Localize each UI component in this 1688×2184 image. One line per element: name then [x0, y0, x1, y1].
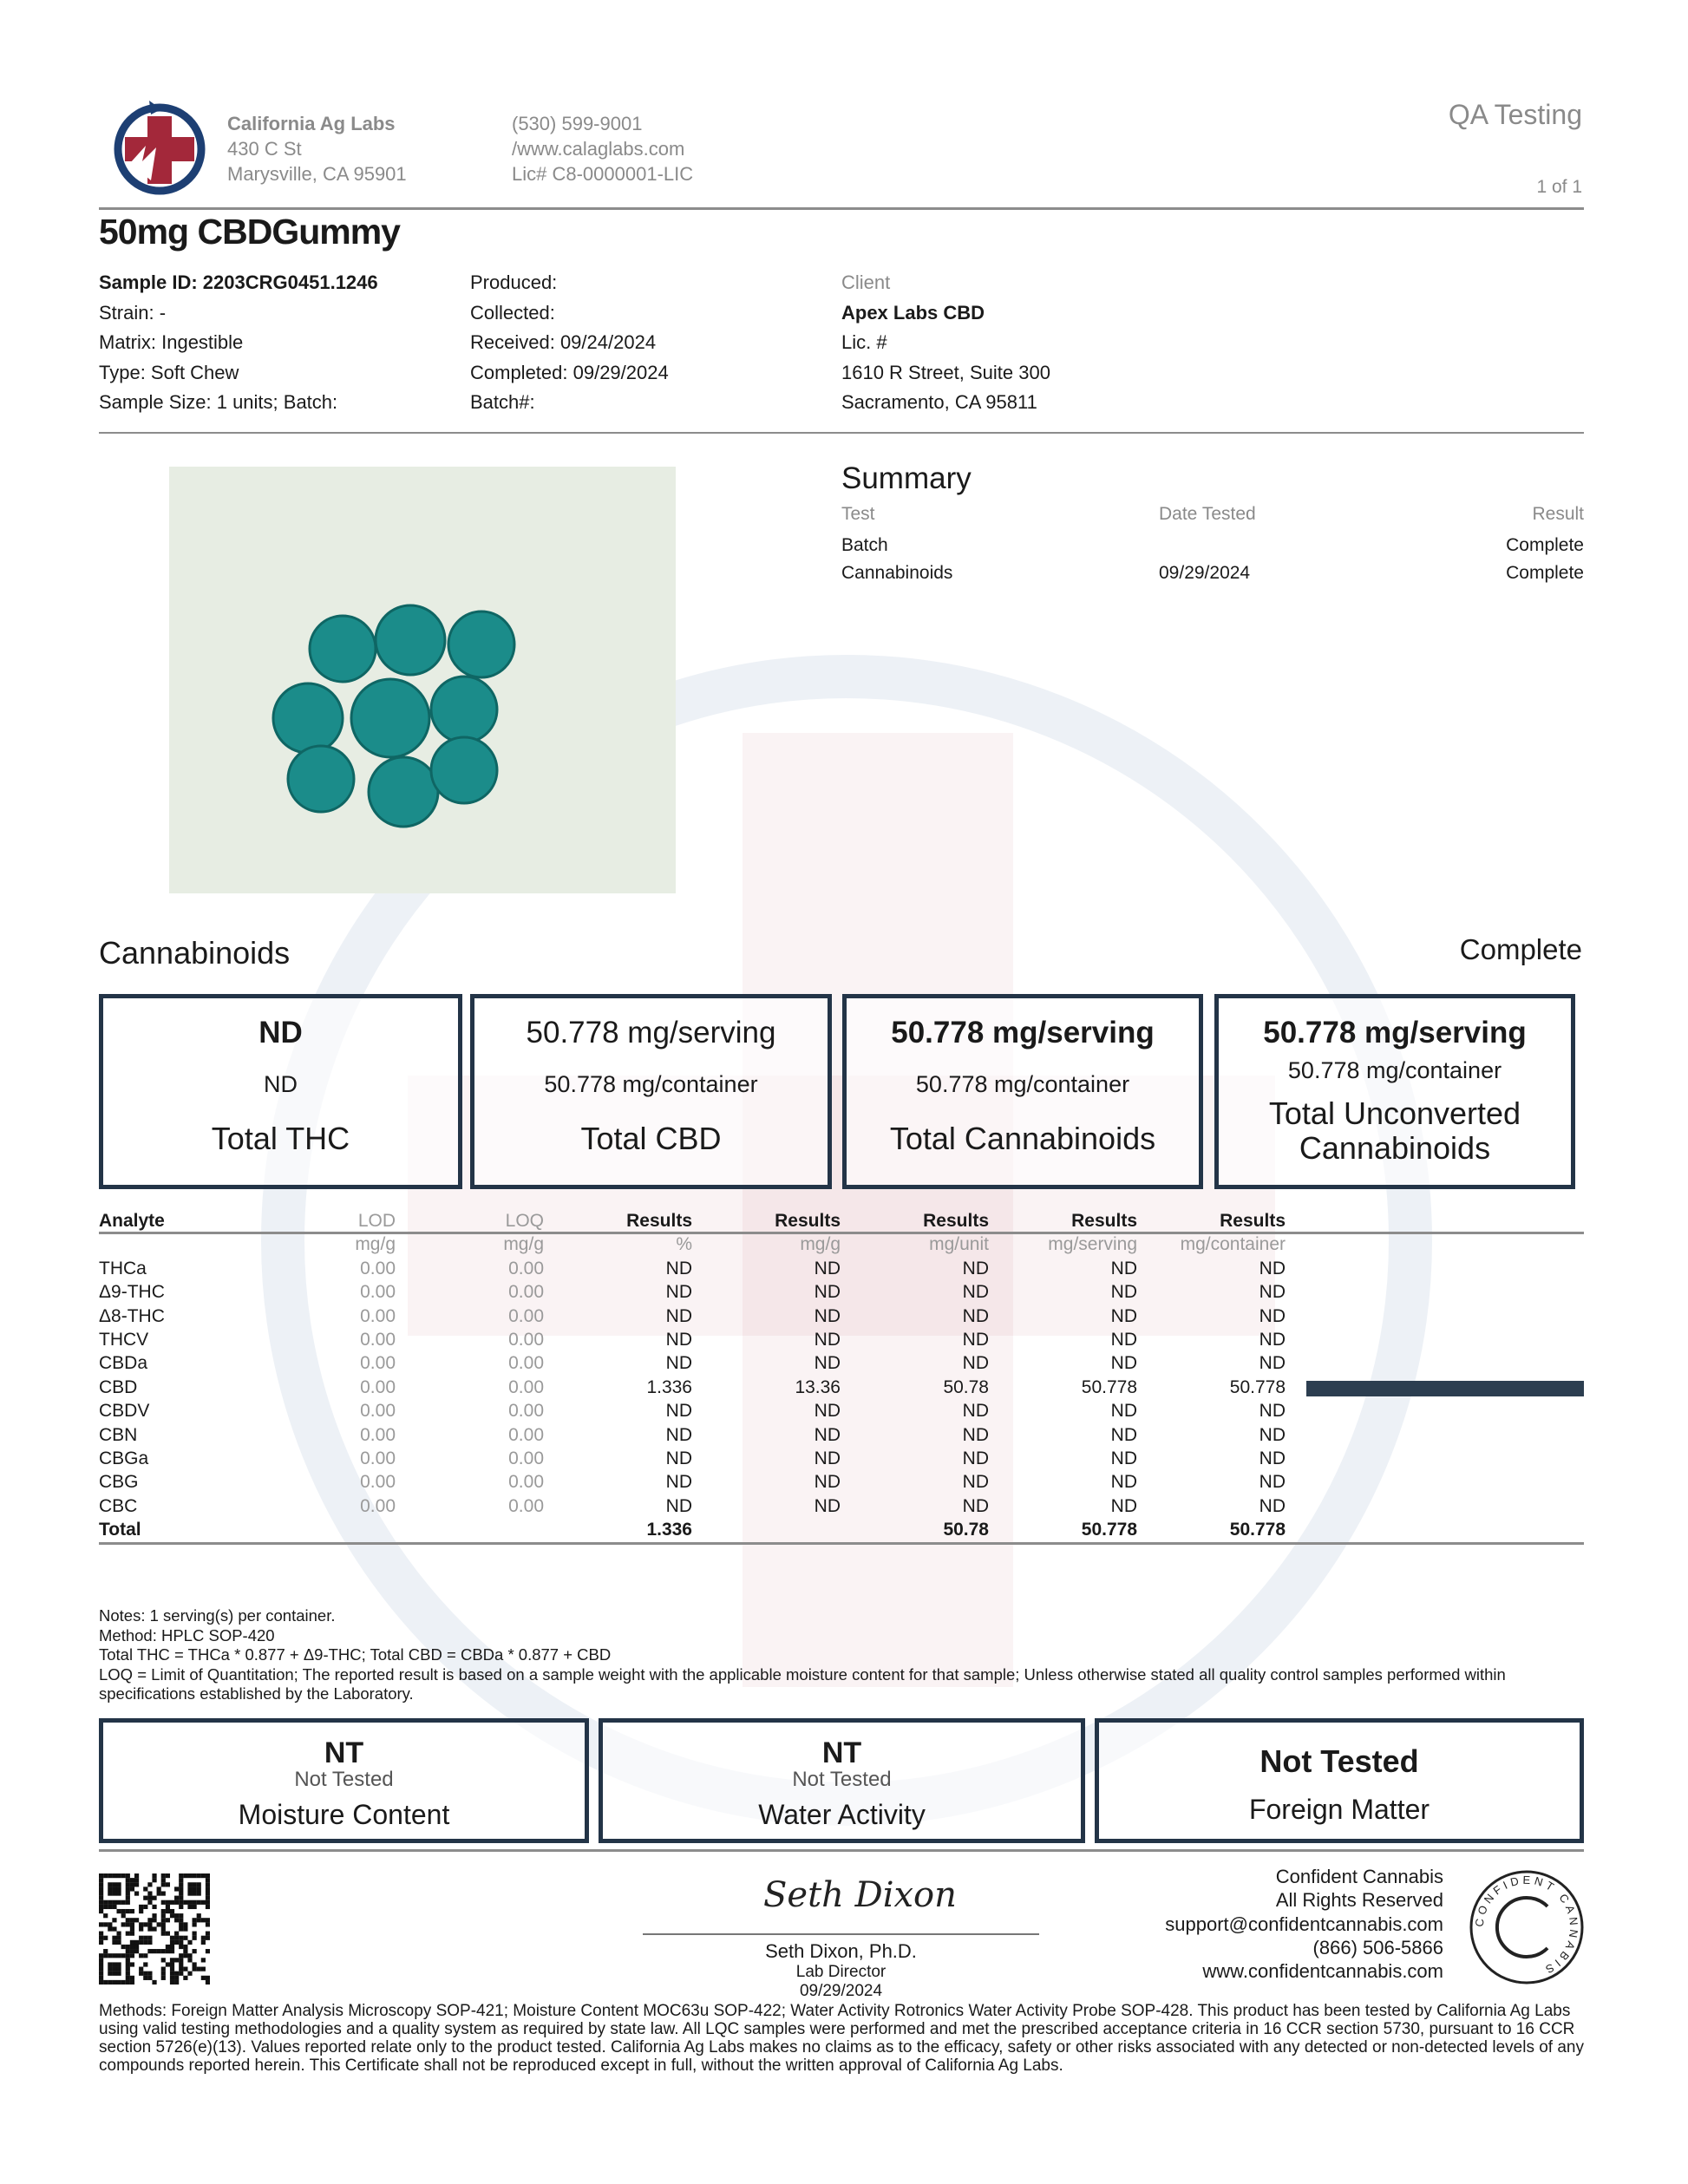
lab-license: Lic# C8-0000001-LIC	[512, 163, 694, 185]
table-cell: ND	[665, 1330, 692, 1350]
total-cell	[396, 1518, 544, 1541]
analyte-name: CBDV	[99, 1401, 150, 1422]
total-cell	[692, 1518, 841, 1541]
qr-code[interactable]	[99, 1873, 210, 1985]
table-cell: ND	[1259, 1353, 1286, 1374]
table-cell: ND	[814, 1495, 841, 1516]
table-cell: ND	[1110, 1353, 1137, 1374]
signature-date: 09/29/2024	[799, 1982, 883, 2000]
note-servings: Notes: 1 serving(s) per container.	[99, 1606, 336, 1625]
provider-name: Confident Cannabis	[1275, 1866, 1443, 1887]
table-cell: ND	[962, 1330, 989, 1350]
lab-logo	[111, 97, 208, 198]
cannabinoids-status: Complete	[1459, 933, 1582, 965]
client-street: 1610 R Street, Suite 300	[841, 361, 1050, 383]
card-subvalue: 50.778 mg/container	[544, 1071, 758, 1097]
table-cell: 0.00	[360, 1495, 396, 1516]
column-unit: mg/g	[355, 1234, 396, 1255]
card-subvalue: ND	[264, 1071, 298, 1097]
table-cell: ND	[1259, 1401, 1286, 1422]
summary-test: Batch	[841, 535, 888, 555]
total-cell	[247, 1518, 396, 1541]
table-cell: 0.00	[508, 1448, 544, 1469]
table-cell: ND	[1110, 1472, 1137, 1493]
notes	[99, 1606, 1591, 1704]
column-header: Results	[1220, 1211, 1286, 1231]
column-header: Analyte	[99, 1211, 165, 1231]
table-cell: ND	[1259, 1305, 1286, 1326]
table-cell: ND	[665, 1448, 692, 1469]
batch-number: Batch#:	[470, 391, 535, 413]
table-cell: 50.78	[943, 1376, 989, 1397]
sample-type: Type: Soft Chew	[99, 361, 239, 383]
table-cell: ND	[1259, 1282, 1286, 1303]
card-subvalue: Not Tested	[792, 1768, 892, 1791]
total-cell: 50.778	[1081, 1520, 1137, 1540]
card-value: NT	[821, 1736, 862, 1769]
table-cell: ND	[665, 1424, 692, 1445]
card-value: NT	[324, 1736, 364, 1769]
sample-size: Sample Size: 1 units; Batch:	[99, 391, 338, 413]
table-row	[99, 1257, 1286, 1280]
table-cell: ND	[962, 1495, 989, 1516]
table-cell: ND	[1110, 1258, 1137, 1278]
table-cell: ND	[665, 1305, 692, 1326]
summary-title: Summary	[841, 461, 972, 495]
table-cell: 50.778	[1081, 1376, 1137, 1397]
analyte-name: CBN	[99, 1424, 138, 1445]
column-unit	[99, 1233, 247, 1256]
signer-name: Seth Dixon, Ph.D.	[765, 1940, 917, 1962]
table-cell: 0.00	[360, 1305, 396, 1326]
table-cell: ND	[814, 1258, 841, 1278]
total-cell: 50.778	[1229, 1520, 1286, 1540]
table-row	[99, 1399, 1286, 1422]
signature-image: Seth Dixon	[763, 1875, 957, 1915]
card-total-cbd	[470, 994, 832, 1189]
card-value: 50.778 mg/serving	[526, 1016, 776, 1049]
table-cell: ND	[962, 1282, 989, 1303]
cbd-result-bar	[1306, 1381, 1584, 1396]
table-cell: ND	[814, 1424, 841, 1445]
table-cell: ND	[665, 1401, 692, 1422]
table-cell: 0.00	[508, 1472, 544, 1493]
table-cell: ND	[1110, 1282, 1137, 1303]
summary-header-result: Result	[1532, 504, 1584, 524]
sample-id: Sample ID: 2203CRG0451.1246	[99, 271, 378, 293]
table-header	[99, 1209, 1286, 1233]
column-unit: mg/g	[503, 1234, 544, 1255]
table-total-row	[99, 1518, 1286, 1541]
table-cell: ND	[962, 1258, 989, 1278]
received-date: Received: 09/24/2024	[470, 331, 657, 353]
svg-text:CONFIDENT CANNABIS: CONFIDENT CANNABIS	[1472, 1873, 1581, 1978]
column-header: LOD	[357, 1211, 396, 1231]
analyte-name: THCV	[99, 1330, 149, 1350]
table-cell: 0.00	[508, 1353, 544, 1374]
page-number: 1 of 1	[1536, 177, 1582, 197]
card-label: Total THC	[211, 1121, 350, 1156]
card-total-unconverted	[1214, 994, 1575, 1189]
table-cell: 0.00	[360, 1376, 396, 1397]
provider-phone: (866) 506-5866	[1312, 1936, 1443, 1958]
table-cell: 1.336	[646, 1376, 692, 1397]
table-cell: ND	[1259, 1448, 1286, 1469]
summary-header-date: Date Tested	[1159, 504, 1256, 524]
lab-website[interactable]: /www.calaglabs.com	[512, 138, 685, 160]
card-value: ND	[258, 1016, 303, 1049]
column-unit: mg/container	[1180, 1234, 1286, 1255]
table-cell: ND	[665, 1472, 692, 1493]
table-cell: ND	[665, 1258, 692, 1278]
divider	[99, 1849, 1584, 1852]
table-cell: 0.00	[508, 1424, 544, 1445]
column-header: Results	[923, 1211, 989, 1231]
table-cell: 0.00	[508, 1305, 544, 1326]
table-cell: ND	[814, 1353, 841, 1374]
table-cell: 0.00	[508, 1258, 544, 1278]
analyte-name: CBDa	[99, 1353, 148, 1374]
analyte-name: Δ9-THC	[99, 1282, 165, 1303]
table-row	[99, 1351, 1286, 1375]
summary-header-test: Test	[841, 504, 875, 524]
collected-date: Collected:	[470, 301, 555, 324]
total-cell: Total	[99, 1520, 141, 1540]
table-cell: ND	[1259, 1495, 1286, 1516]
table-cell: ND	[1110, 1424, 1137, 1445]
table-cell: ND	[962, 1353, 989, 1374]
analyte-name: CBD	[99, 1376, 138, 1397]
card-label: Water Activity	[758, 1799, 926, 1830]
table-cell: ND	[962, 1401, 989, 1422]
signer-title: Lab Director	[795, 1963, 887, 1981]
cannabinoids-title: Cannabinoids	[99, 935, 291, 971]
column-unit: mg/g	[800, 1234, 841, 1255]
cannabinoid-table	[99, 1209, 1286, 1542]
table-cell: 0.00	[360, 1258, 396, 1278]
table-cell: 0.00	[508, 1330, 544, 1350]
table-cell: 0.00	[360, 1330, 396, 1350]
column-header: Results	[1071, 1211, 1137, 1231]
table-cell: ND	[814, 1330, 841, 1350]
completed-date: Completed: 09/29/2024	[470, 361, 669, 383]
lab-address-line1: 430 C St	[227, 138, 302, 160]
table-cell: ND	[1110, 1330, 1137, 1350]
analyte-name: THCa	[99, 1258, 147, 1278]
card-foreign-matter	[1095, 1718, 1584, 1843]
table-row	[99, 1470, 1286, 1494]
table-cell: ND	[814, 1401, 841, 1422]
table-cell: ND	[1259, 1472, 1286, 1493]
table-cell: ND	[1110, 1495, 1137, 1516]
client-name: Apex Labs CBD	[841, 301, 985, 324]
table-cell: ND	[814, 1282, 841, 1303]
product-photo	[169, 467, 676, 893]
provider-rights: All Rights Reserved	[1275, 1889, 1443, 1912]
table-cell: ND	[665, 1282, 692, 1303]
table-cell: ND	[962, 1472, 989, 1493]
table-cell: ND	[962, 1305, 989, 1326]
card-water-activity	[599, 1718, 1085, 1843]
card-label: Total CBD	[580, 1121, 722, 1156]
table-cell: ND	[962, 1448, 989, 1469]
table-row	[99, 1494, 1286, 1518]
summary-row	[841, 563, 1584, 584]
table-row	[99, 1328, 1286, 1351]
produced-date: Produced:	[470, 271, 558, 293]
card-label: Moisture Content	[238, 1799, 450, 1830]
table-cell: ND	[665, 1353, 692, 1374]
table-cell: 0.00	[508, 1282, 544, 1303]
confident-cannabis-seal	[1468, 1868, 1586, 1986]
column-unit: mg/unit	[929, 1234, 989, 1255]
total-cell: 1.336	[646, 1520, 692, 1540]
client-label: Client	[841, 271, 891, 293]
table-cell: 0.00	[360, 1472, 396, 1493]
summary-result: Complete	[1506, 535, 1584, 555]
summary-result: Complete	[1506, 563, 1584, 583]
card-moisture-content	[99, 1718, 589, 1843]
sample-strain: Strain: -	[99, 301, 167, 324]
column-header: Results	[626, 1211, 692, 1231]
methods-disclaimer: Methods: Foreign Matter Analysis Microscopy SOP-421; Moisture Content MOC63u SOP-422; Water Activity Rotronics Water Activity Probe SOP-428. This product has been tested by California Ag Labs using valid testing methodologies and a quality system as required by state law. All LQC samples were performed and met the prescribed acceptance criteria in 16 CCR section 5730, pursuant to 16 CCR section 5726(e)(13). Values reported relate only to the product tested. California Ag Labs makes no claims as to the efficacy, safety or other risks associated with any detected or non-detected levels of any compounds reported herein. This Certificate shall not be reproduced except in full, without the written approval of California Ag Labs.	[99, 2002, 1584, 2075]
lab-name: California Ag Labs	[227, 113, 396, 134]
lab-address-line2: Marysville, CA 95901	[227, 163, 407, 185]
card-label: Foreign Matter	[1248, 1794, 1430, 1825]
lab-phone: (530) 599-9001	[512, 113, 643, 134]
table-cell: ND	[814, 1472, 841, 1493]
client-city: Sacramento, CA 95811	[841, 391, 1037, 413]
table-cell: 0.00	[508, 1376, 544, 1397]
divider	[99, 207, 1584, 210]
analyte-name: Δ8-THC	[99, 1305, 165, 1326]
table-cell: 0.00	[360, 1282, 396, 1303]
card-subvalue: 50.778 mg/container	[1287, 1057, 1502, 1083]
card-total-thc	[99, 994, 462, 1189]
client-license: Lic. #	[841, 331, 887, 353]
table-cell: ND	[665, 1495, 692, 1516]
table-row	[99, 1447, 1286, 1470]
table-row	[99, 1305, 1286, 1328]
summary-row	[841, 535, 1584, 556]
table-cell: 13.36	[795, 1376, 841, 1397]
table-bottom-rule	[99, 1542, 1584, 1545]
table-row	[99, 1376, 1286, 1399]
card-value: 50.778 mg/serving	[891, 1016, 1155, 1049]
table-row	[99, 1423, 1286, 1447]
doc-type: QA Testing	[1448, 99, 1582, 130]
table-units	[99, 1233, 1286, 1256]
analyte-name: CBGa	[99, 1448, 149, 1469]
table-row	[99, 1280, 1286, 1304]
table-cell: 0.00	[360, 1353, 396, 1374]
card-subvalue: 50.778 mg/container	[915, 1071, 1130, 1097]
note-method: Method: HPLC SOP-420	[99, 1625, 275, 1645]
sample-matrix: Matrix: Ingestible	[99, 331, 244, 353]
table-cell: ND	[1110, 1305, 1137, 1326]
analyte-name: CBG	[99, 1472, 139, 1493]
table-cell: ND	[1110, 1448, 1137, 1469]
table-header-rule	[99, 1232, 1584, 1234]
table-cell: 0.00	[508, 1495, 544, 1516]
note-formula: Total THC = THCa * 0.877 + Δ9-THC; Total CBD = CBDa * 0.877 + CBD	[99, 1645, 612, 1664]
table-cell: ND	[1259, 1258, 1286, 1278]
card-label: Total Cannabinoids	[889, 1121, 1156, 1156]
provider-website[interactable]: www.confidentcannabis.com	[1202, 1960, 1443, 1983]
table-cell: 0.00	[508, 1401, 544, 1422]
note-loq: LOQ = Limit of Quantitation; The reported result is based on a sample weight with the applicable moisture content for that sample; Unless otherwise stated all quality control samples performed within specifications established by the Laboratory.	[99, 1664, 1506, 1703]
total-cell: 50.78	[943, 1520, 989, 1540]
table-cell: 0.00	[360, 1424, 396, 1445]
column-unit: mg/serving	[1048, 1234, 1137, 1255]
card-total-cannabinoids	[842, 994, 1203, 1189]
analyte-name: CBC	[99, 1495, 138, 1516]
table-cell: ND	[1259, 1330, 1286, 1350]
card-subvalue: Not Tested	[294, 1768, 394, 1791]
table-cell: 0.00	[360, 1401, 396, 1422]
signature-line	[643, 1933, 1039, 1935]
product-title: 50mg CBDGummy	[99, 212, 400, 252]
column-header: Results	[775, 1211, 841, 1231]
column-header: LOQ	[505, 1211, 544, 1231]
summary-test: Cannabinoids	[841, 563, 953, 583]
table-cell: 50.778	[1229, 1376, 1286, 1397]
table-cell: ND	[814, 1448, 841, 1469]
summary-date: 09/29/2024	[1159, 563, 1251, 583]
table-cell: ND	[814, 1305, 841, 1326]
table-cell: 0.00	[360, 1448, 396, 1469]
table-cell: ND	[1110, 1401, 1137, 1422]
table-cell: ND	[962, 1424, 989, 1445]
divider	[99, 432, 1584, 434]
card-value: 50.778 mg/serving	[1263, 1016, 1527, 1049]
provider-email[interactable]: support@confidentcannabis.com	[1165, 1913, 1443, 1935]
card-value: Not Tested	[1259, 1743, 1419, 1779]
card-label: Total Unconverted Cannabinoids	[1268, 1095, 1521, 1166]
table-cell: ND	[1259, 1424, 1286, 1445]
column-unit: %	[676, 1234, 692, 1255]
